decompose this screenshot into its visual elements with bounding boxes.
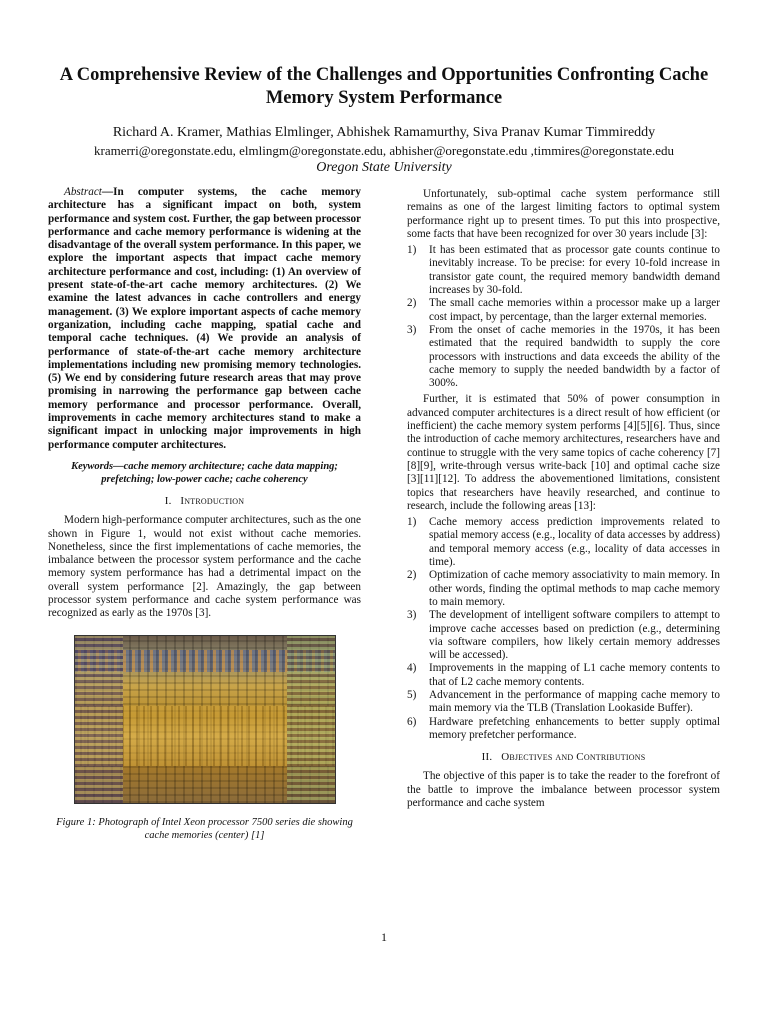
left-column <box>48 186 361 842</box>
section-title: Introduction <box>180 494 245 507</box>
figure-caption: Figure 1: Photograph of Intel Xeon processor 7500 series die showing cache memories (center) [1] <box>56 816 353 841</box>
list-item-text: Optimization of cache memory associativity to main memory. In other words, finding the optimal methods to map cache memory to main memory. <box>429 569 720 608</box>
processor-die-photo <box>74 635 336 804</box>
section-heading-introduction <box>48 495 361 508</box>
section-numeral: I. <box>164 494 172 507</box>
list-item-text: It has been estimated that as processor gate counts continue to inevitably increase. To be precise: for every 10-fold increase in transistor gate count, the required memory bandwidth demand increases by 30-fold. <box>429 244 720 297</box>
intro-paragraph: Modern high-performance computer architectures, such as the one shown in Figure 1, would not exist without cache memories. Nonetheless, since the first implementations of cache memories, the imbalance between the processor system performance and the cache memory system performance has had a detrimental impact on the overall system performance [2]. Amazingly, the gap between processor system performance and cache system performance was recognized as early as the 1970s [3]. <box>48 514 361 620</box>
affiliation: Oregon State University <box>316 160 452 175</box>
list-item-number: 1) <box>407 244 417 257</box>
list-item-number: 6) <box>407 715 417 728</box>
list-item-number: 4) <box>407 662 417 675</box>
abstract <box>48 186 361 452</box>
list-item-text: Improvements in the mapping of L1 cache memory contents to that of L2 cache memory contents. <box>429 662 720 688</box>
abstract-dash: — <box>101 186 114 198</box>
author-list: Richard A. Kramer, Mathias Elmlinger, Abhishek Ramamurthy, Siva Pranav Kumar Timmireddy <box>112 125 656 140</box>
abstract-text: In computer systems, the cache memory architecture has a significant impact on both, system performance and system cost. Further, the gap between processor performance and cache memory performance is widening at the disadvantage of the overall system performance. In this paper, we explore the important aspects that impact cache memory architecture performance and cost, including: (1) An overview of present state-of-the-art cache memory architectures. (2) We examine the latest advances in cache controllers and energy management. (3) We explore important aspects of cache memory organization, including cache mapping, spatial cache and temporal cache techniques. (4) We provide an analysis of performance of state-of-the-art cache memory architecture implementations including new promising memory technologies. (5) We end by considering future research areas that may prove promising in narrowing the performance gap between cache memory performance and processor performance. Overall, improvements in cache memory architectures stand to make a significant impact in unlocking major improvements in high performance computer architectures. <box>48 186 361 451</box>
list-item-number: 2) <box>407 297 417 310</box>
list-item <box>407 662 720 689</box>
list-item-text: The development of intelligent software compilers to attempt to improve cache accesses based on prediction (e.g., determining via software compilers, how likely certain memory addresses will be accessed). <box>429 609 720 662</box>
list-item-text: Cache memory access prediction improvements related to spatial memory access (e.g., locality of data accesses by address) and temporal memory access (e.g., locality of data accesses in time). <box>429 516 720 569</box>
die-core-left <box>75 636 123 803</box>
list-item-number: 5) <box>407 688 417 701</box>
right-column <box>407 188 720 810</box>
list-item-number: 2) <box>407 569 417 582</box>
list-item-number: 1) <box>407 516 417 529</box>
list-item <box>407 244 720 297</box>
list-item <box>407 716 720 743</box>
list-item <box>407 609 720 662</box>
keywords: Keywords—cache memory architecture; cache data mapping; prefetching; low-power cache; cache coherency <box>71 460 338 485</box>
list-item-number: 3) <box>407 609 417 622</box>
abstract-label: Abstract <box>64 186 102 198</box>
right-paragraph-2: Further, it is estimated that 50% of power consumption in advanced computer architectures is a direct result of how efficient (or inefficient) the cache memory system performs [4][5][6]. Thus, since the introduction of cache memory architectures, researchers have and continue to struggle with the very same topics of cache coherency [7][8][9], write-through versus write-back [10] and optimal cache size [3][11][12]. To address the abovementioned limitations, consistent topics that researchers have heavily researched, and continue to research, include the following areas [13]: <box>407 393 720 512</box>
section-heading-objectives <box>407 751 720 764</box>
right-paragraph-3: The objective of this paper is to take the reader to the forefront of the battle to improve the imbalance between processor system performance and cache system <box>407 770 720 810</box>
section-numeral: II. <box>481 751 493 764</box>
list-item-text: Advancement in the performance of mapping cache memory to main memory via the TLB (Translation Lookaside Buffer). <box>429 688 720 715</box>
list-item <box>407 569 720 609</box>
facts-list <box>407 244 720 390</box>
list-item <box>407 689 720 716</box>
list-item-text: Hardware prefetching enhancements to better supply optimal memory prefetcher performance. <box>429 715 720 741</box>
right-paragraph-1: Unfortunately, sub-optimal cache system performance still remains as one of the largest limiting factors to optimal system performance right up to present times. To put this into prospective, some facts that have been recognized for over 30 years include [3]: <box>407 188 720 240</box>
list-item <box>407 516 720 569</box>
section-title: Objectives and Contributions <box>501 751 646 764</box>
list-item-number: 3) <box>407 323 417 336</box>
research-areas-list <box>407 516 720 742</box>
list-item <box>407 297 720 324</box>
author-emails: kramerri@oregonstate.edu, elmlingm@oregonstate.edu, abhisher@oregonstate.edu ,timmires@oregonstate.edu <box>94 143 674 158</box>
page-number: 1 <box>381 930 387 944</box>
paper-title: A Comprehensive Review of the Challenges and Opportunities Confronting Cache Memory System Performance <box>59 65 709 108</box>
list-item-text: From the onset of cache memories in the 1970s, it has been estimated that the required bandwidth to supply the core processors with instructions and data exceeds the ability of the cache memory to supply the needed bandwidth by a factor of 300%. <box>429 323 720 390</box>
list-item-text: The small cache memories within a processor make up a larger cost impact, by percentage, than the larger external memories. <box>429 297 720 323</box>
list-item <box>407 324 720 390</box>
die-core-right <box>287 636 335 803</box>
